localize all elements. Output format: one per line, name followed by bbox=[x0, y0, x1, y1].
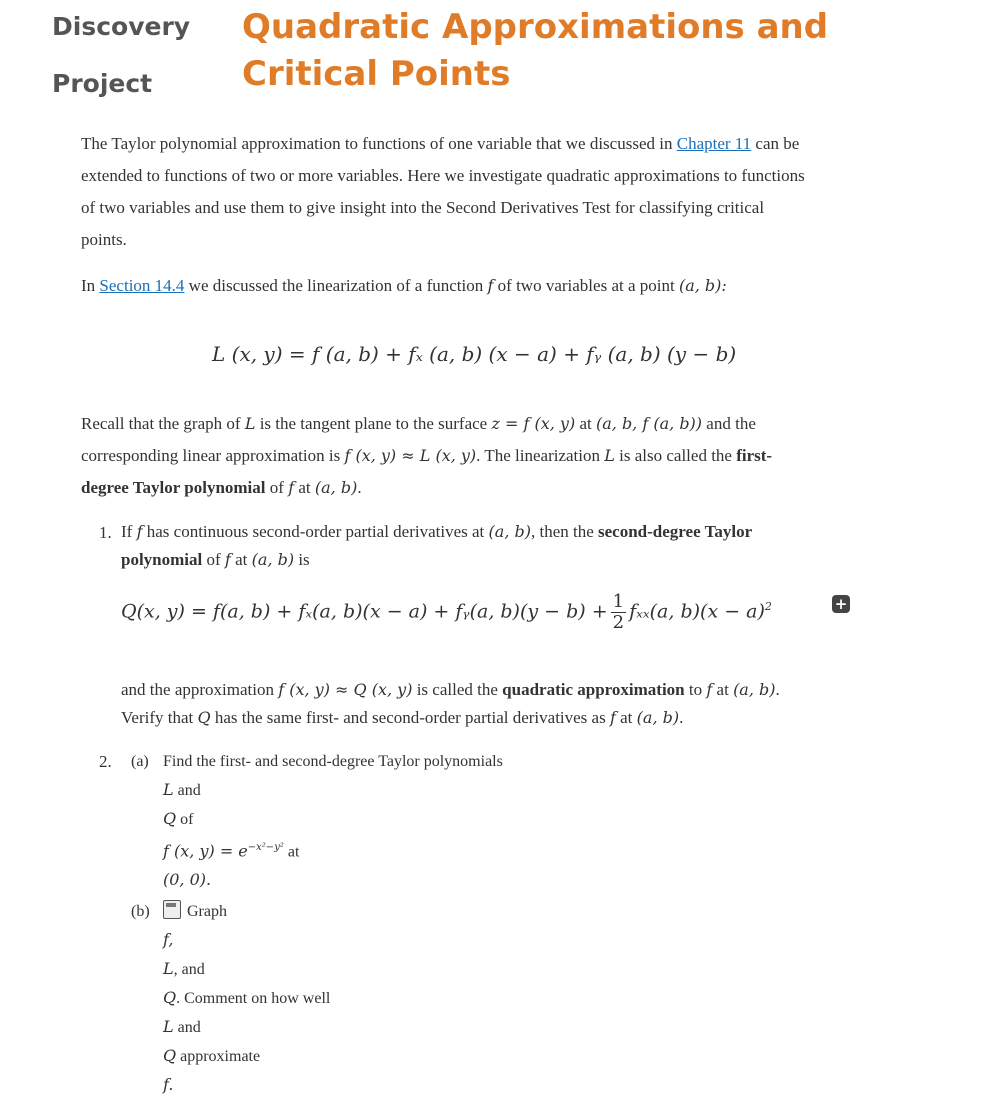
math: (a, b, f (a, b)) bbox=[595, 414, 703, 433]
section-14-4-link[interactable]: Section 14.4 bbox=[99, 276, 185, 295]
text: and the approximation bbox=[121, 680, 279, 699]
equation-left: Q(x, y) = f(a, b) + fₓ(a, b)(x − a) + fᵧ(a, b)(y − b) + bbox=[121, 600, 608, 623]
text: In bbox=[81, 276, 100, 295]
text: is also called the bbox=[614, 446, 737, 465]
text: Find the first- and second-degree Taylor polynomials bbox=[163, 753, 503, 770]
text: is the tangent plane to the surface bbox=[255, 414, 492, 433]
text: extended to functions of two or more variables. Here we investigate quadratic approximations to functions bbox=[81, 166, 805, 185]
discovery-label: Discovery bbox=[52, 12, 191, 41]
linearization-equation: L (x, y) = f (a, b) + fₓ (a, b) (x − a) + fᵧ (a, b) (y − b) bbox=[212, 342, 737, 366]
text: has the same first- and second-order partial derivatives as bbox=[210, 708, 610, 727]
text: is called the bbox=[412, 680, 503, 699]
math: f bbox=[288, 478, 295, 497]
text: approximate bbox=[176, 1048, 261, 1065]
text: is bbox=[294, 550, 310, 569]
math: (a, b) bbox=[636, 708, 680, 727]
chapter-11-link[interactable]: Chapter 11 bbox=[676, 134, 752, 153]
bold-term: quadratic approximation bbox=[502, 680, 685, 699]
project-label: Project bbox=[52, 69, 153, 98]
math: Q bbox=[163, 988, 177, 1007]
math: f. bbox=[163, 1075, 174, 1094]
text: of two variables and use them to give insight into the Second Derivatives Test for classifying critical bbox=[81, 198, 765, 217]
exponent: −x²−y² bbox=[247, 842, 284, 853]
math: f, bbox=[163, 930, 174, 949]
math: Q bbox=[197, 708, 211, 727]
math: L bbox=[163, 1017, 174, 1036]
text: Verify that bbox=[121, 708, 198, 727]
section-paragraph bbox=[81, 270, 727, 302]
item1-text bbox=[121, 518, 861, 574]
bold-term: degree Taylor polynomial bbox=[81, 478, 266, 497]
text: . bbox=[679, 708, 684, 727]
fraction-numerator: 1 bbox=[612, 591, 625, 612]
part-b-label: (b) bbox=[131, 903, 150, 920]
part-a-text bbox=[163, 748, 583, 895]
intro-paragraph bbox=[81, 128, 861, 256]
fraction-one-half bbox=[611, 592, 626, 633]
math: Q bbox=[163, 1046, 177, 1065]
text: corresponding linear approximation is bbox=[81, 446, 345, 465]
list-number: 1. bbox=[99, 523, 112, 542]
quadratic-equation bbox=[121, 592, 772, 633]
text: at bbox=[615, 708, 637, 727]
text: and bbox=[173, 782, 201, 799]
text: to bbox=[684, 680, 707, 699]
bold-term: second-degree Taylor bbox=[598, 522, 753, 541]
math: L bbox=[163, 780, 174, 799]
bold-term: polynomial bbox=[121, 550, 203, 569]
math: (a, b) bbox=[314, 478, 358, 497]
graphing-calculator-icon bbox=[163, 900, 181, 919]
math: f bbox=[487, 276, 494, 295]
math: Q bbox=[163, 809, 177, 828]
text: of bbox=[176, 811, 194, 828]
text: . bbox=[775, 680, 780, 699]
text: at bbox=[294, 478, 315, 497]
math: L bbox=[163, 959, 174, 978]
math: f bbox=[706, 680, 713, 699]
part-a-label: (a) bbox=[131, 753, 149, 770]
bold-term: first- bbox=[736, 446, 773, 465]
text: If bbox=[121, 522, 137, 541]
math: f bbox=[609, 708, 616, 727]
text: Recall that the graph of bbox=[81, 414, 245, 433]
math: (a, b): bbox=[678, 276, 727, 295]
text: at bbox=[712, 680, 734, 699]
page-title-line1: Quadratic Approximations and bbox=[242, 7, 829, 47]
text: at bbox=[575, 414, 596, 433]
math: z = f (x, y) bbox=[491, 414, 576, 433]
math: f (x, y) = e bbox=[163, 841, 248, 861]
text: of two variables at a point bbox=[493, 276, 679, 295]
exponent: 2 bbox=[764, 600, 772, 614]
math: (a, b) bbox=[251, 550, 295, 569]
text: , then the bbox=[530, 522, 599, 541]
math: (a, b) bbox=[733, 680, 776, 699]
math: f bbox=[224, 550, 231, 569]
math: (0, 0). bbox=[163, 870, 212, 890]
text: at bbox=[230, 550, 252, 569]
math: f (x, y) ≈ L (x, y) bbox=[344, 446, 477, 465]
text: , and bbox=[173, 961, 205, 978]
text: of bbox=[265, 478, 289, 497]
text: . Comment on how well bbox=[176, 990, 331, 1007]
math: L bbox=[244, 414, 256, 433]
text: Graph bbox=[187, 903, 227, 920]
text: The Taylor polynomial approximation to functions of one variable that we discussed in bbox=[81, 134, 677, 153]
part-b-text bbox=[163, 898, 583, 1100]
text: of bbox=[202, 550, 225, 569]
text: we discussed the linearization of a function bbox=[184, 276, 488, 295]
text: can be bbox=[751, 134, 800, 153]
math: (a, b) bbox=[488, 522, 531, 541]
fraction-denominator: 2 bbox=[612, 612, 625, 633]
text: and bbox=[173, 1019, 201, 1036]
recall-paragraph bbox=[81, 408, 861, 504]
equation-right: fₓₓ(a, b)(x − a) bbox=[629, 600, 765, 623]
item1-followup bbox=[121, 676, 861, 732]
text: points. bbox=[81, 230, 127, 249]
expand-equation-button[interactable]: + bbox=[832, 595, 850, 613]
text: has continuous second-order partial derivatives at bbox=[142, 522, 489, 541]
page-title-line2: Critical Points bbox=[242, 54, 511, 94]
math: f (x, y) ≈ Q (x, y) bbox=[278, 680, 413, 699]
text: and the bbox=[702, 414, 756, 433]
text: at bbox=[283, 843, 300, 861]
text: . bbox=[357, 478, 362, 497]
list-number: 2. bbox=[99, 752, 112, 771]
math: f bbox=[136, 522, 143, 541]
text: . The linearization bbox=[476, 446, 605, 465]
math: L bbox=[604, 446, 615, 465]
